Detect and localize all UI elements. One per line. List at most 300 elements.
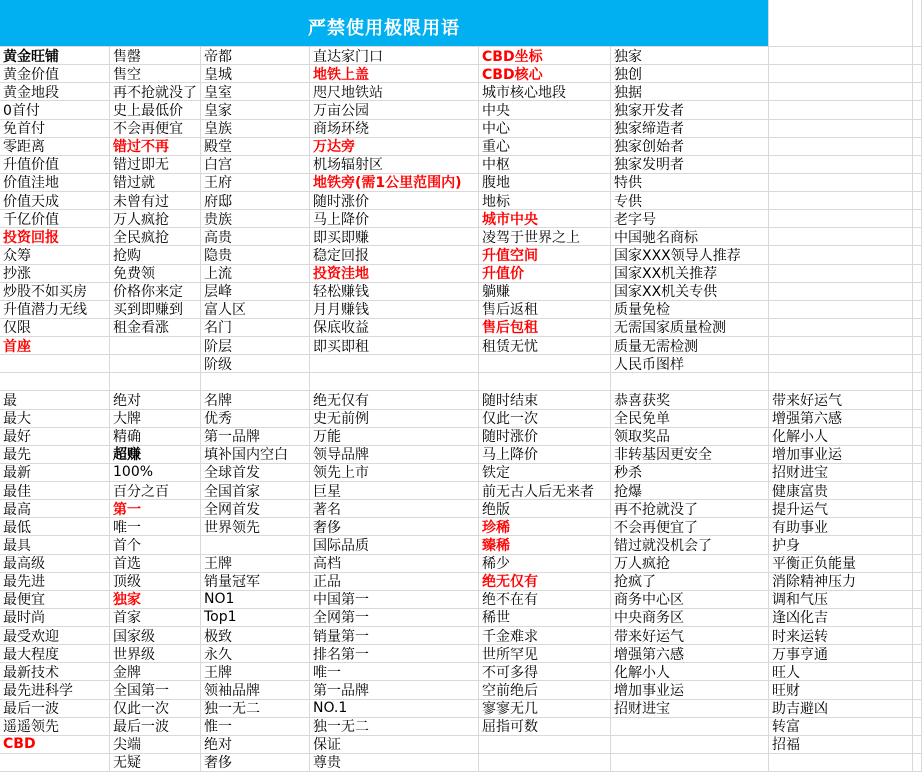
cell[interactable]: 空前绝后 — [479, 681, 611, 699]
cell[interactable]: 中央 — [479, 101, 611, 119]
cell[interactable]: 领导品牌 — [310, 446, 479, 464]
cell[interactable]: 王牌 — [201, 555, 310, 573]
cell[interactable]: 最高 — [0, 500, 110, 518]
cell[interactable] — [310, 373, 479, 391]
cell[interactable]: 金牌 — [110, 663, 201, 681]
cell[interactable] — [769, 754, 913, 772]
cell[interactable]: 寥寥无几 — [479, 700, 611, 718]
cell[interactable]: 奢侈 — [201, 754, 310, 772]
cell[interactable]: 重心 — [479, 138, 611, 156]
cell[interactable]: 质量免检 — [611, 301, 769, 319]
cell[interactable] — [913, 681, 922, 699]
cell[interactable]: 抢爆 — [611, 482, 769, 500]
cell[interactable]: 抢购 — [110, 246, 201, 264]
cell[interactable]: 府邸 — [201, 192, 310, 210]
cell[interactable]: 黄金旺铺 — [0, 47, 110, 65]
cell[interactable]: 时来运转 — [769, 627, 913, 645]
cell[interactable]: 国家XX机关专供 — [611, 283, 769, 301]
cell[interactable]: 马上降价 — [479, 446, 611, 464]
cell[interactable]: 即买即租 — [310, 337, 479, 355]
cell[interactable]: 隐贵 — [201, 246, 310, 264]
cell[interactable]: 惟一 — [201, 718, 310, 736]
cell[interactable]: 投资洼地 — [310, 265, 479, 283]
cell[interactable] — [913, 700, 922, 718]
cell[interactable]: 0首付 — [0, 101, 110, 119]
cell[interactable]: 带来好运气 — [611, 627, 769, 645]
cell[interactable]: 城市核心地段 — [479, 83, 611, 101]
cell[interactable] — [769, 210, 913, 228]
cell[interactable] — [769, 228, 913, 246]
cell[interactable]: 全网第一 — [310, 609, 479, 627]
cell[interactable]: 中国第一 — [310, 591, 479, 609]
cell[interactable]: 带来好运气 — [769, 391, 913, 409]
cell[interactable]: 高档 — [310, 555, 479, 573]
cell[interactable]: 最后一波 — [0, 700, 110, 718]
cell[interactable]: 第一品牌 — [310, 681, 479, 699]
cell[interactable] — [913, 500, 922, 518]
cell[interactable] — [769, 265, 913, 283]
cell[interactable]: 万亩公园 — [310, 101, 479, 119]
cell[interactable]: 商场环绕 — [310, 120, 479, 138]
cell[interactable]: 稳定回报 — [310, 246, 479, 264]
cell[interactable]: 全球首发 — [201, 464, 310, 482]
cell[interactable]: 最具 — [0, 536, 110, 554]
cell[interactable]: 独家 — [611, 47, 769, 65]
cell[interactable] — [769, 0, 913, 47]
cell[interactable]: 阶层 — [201, 337, 310, 355]
cell[interactable]: 错过就 — [110, 174, 201, 192]
cell[interactable]: 黄金地段 — [0, 83, 110, 101]
cell[interactable]: 最时尚 — [0, 609, 110, 627]
cell[interactable]: 最后一波 — [110, 718, 201, 736]
cell[interactable]: 增强第六感 — [611, 645, 769, 663]
cell[interactable]: 售罄 — [110, 47, 201, 65]
cell[interactable]: 100% — [110, 464, 201, 482]
cell[interactable]: CBD — [0, 736, 110, 754]
cell[interactable]: 史上最低价 — [110, 101, 201, 119]
cell[interactable]: 凌驾于世界之上 — [479, 228, 611, 246]
cell[interactable]: 皇城 — [201, 65, 310, 83]
cell[interactable]: 轻松赚钱 — [310, 283, 479, 301]
cell[interactable] — [479, 736, 611, 754]
cell[interactable] — [913, 391, 922, 409]
cell[interactable] — [110, 355, 201, 373]
cell[interactable] — [913, 482, 922, 500]
cell[interactable] — [913, 210, 922, 228]
cell[interactable]: 富人区 — [201, 301, 310, 319]
cell[interactable]: 售空 — [110, 65, 201, 83]
cell[interactable]: 全网首发 — [201, 500, 310, 518]
cell[interactable] — [913, 355, 922, 373]
cell[interactable]: 填补国内空白 — [201, 446, 310, 464]
cell[interactable]: 著名 — [310, 500, 479, 518]
cell[interactable]: 中央商务区 — [611, 609, 769, 627]
cell[interactable]: 高贵 — [201, 228, 310, 246]
cell[interactable]: 抄涨 — [0, 265, 110, 283]
cell[interactable]: NO.1 — [310, 700, 479, 718]
cell[interactable]: 独据 — [611, 83, 769, 101]
cell[interactable]: CBD坐标 — [479, 47, 611, 65]
cell[interactable]: 独家开发者 — [611, 101, 769, 119]
cell[interactable]: 升值价 — [479, 265, 611, 283]
cell[interactable]: 大牌 — [110, 410, 201, 428]
cell[interactable]: 不会再便宜 — [110, 120, 201, 138]
cell[interactable]: 唯一 — [310, 663, 479, 681]
cell[interactable] — [913, 591, 922, 609]
cell[interactable] — [769, 301, 913, 319]
cell[interactable]: 价格你来定 — [110, 283, 201, 301]
cell[interactable]: 绝对 — [201, 736, 310, 754]
cell[interactable] — [913, 246, 922, 264]
cell[interactable]: 升值价值 — [0, 156, 110, 174]
cell[interactable]: 最大 — [0, 410, 110, 428]
cell[interactable]: 健康富贵 — [769, 482, 913, 500]
cell[interactable]: 炒股不如买房 — [0, 283, 110, 301]
cell[interactable]: 国家XX机关推荐 — [611, 265, 769, 283]
cell[interactable]: CBD核心 — [479, 65, 611, 83]
cell[interactable]: 最高级 — [0, 555, 110, 573]
cell[interactable]: 铁定 — [479, 464, 611, 482]
cell[interactable]: 中枢 — [479, 156, 611, 174]
cell[interactable]: 助吉避凶 — [769, 700, 913, 718]
cell[interactable] — [913, 609, 922, 627]
cell[interactable]: 史无前例 — [310, 410, 479, 428]
cell[interactable]: 百分之百 — [110, 482, 201, 500]
cell[interactable] — [913, 718, 922, 736]
cell[interactable]: 遥遥领先 — [0, 718, 110, 736]
cell[interactable]: 精确 — [110, 428, 201, 446]
cell[interactable]: 专供 — [611, 192, 769, 210]
title-banner[interactable]: 严禁使用极限用语 — [0, 0, 769, 47]
cell[interactable] — [913, 518, 922, 536]
cell[interactable]: 稀世 — [479, 609, 611, 627]
cell[interactable]: 万达旁 — [310, 138, 479, 156]
cell[interactable]: 第一 — [110, 500, 201, 518]
cell[interactable]: 增强第六感 — [769, 410, 913, 428]
cell[interactable]: 地标 — [479, 192, 611, 210]
cell[interactable] — [0, 373, 110, 391]
cell[interactable]: 最新 — [0, 464, 110, 482]
cell[interactable]: 咫尺地铁站 — [310, 83, 479, 101]
cell[interactable] — [479, 355, 611, 373]
cell[interactable]: 国际品质 — [310, 536, 479, 554]
cell[interactable]: 提升运气 — [769, 500, 913, 518]
cell[interactable]: 老字号 — [611, 210, 769, 228]
cell[interactable] — [913, 645, 922, 663]
cell[interactable]: 名门 — [201, 319, 310, 337]
cell[interactable] — [310, 355, 479, 373]
cell[interactable]: 绝无仅有 — [479, 573, 611, 591]
cell[interactable]: 租金看涨 — [110, 319, 201, 337]
cell[interactable]: 机场辐射区 — [310, 156, 479, 174]
cell[interactable]: 皇家 — [201, 101, 310, 119]
cell[interactable] — [913, 428, 922, 446]
cell[interactable]: 仅此一次 — [110, 700, 201, 718]
cell[interactable]: 皇室 — [201, 83, 310, 101]
cell[interactable] — [769, 65, 913, 83]
cell[interactable]: 排名第一 — [310, 645, 479, 663]
cell[interactable]: 领先上市 — [310, 464, 479, 482]
cell[interactable] — [479, 373, 611, 391]
cell[interactable]: 绝无仅有 — [310, 391, 479, 409]
cell[interactable]: 无需国家质量检测 — [611, 319, 769, 337]
cell[interactable]: 最低 — [0, 518, 110, 536]
cell[interactable]: 错过不再 — [110, 138, 201, 156]
cell[interactable] — [769, 355, 913, 373]
cell[interactable]: 层峰 — [201, 283, 310, 301]
cell[interactable]: 无疑 — [110, 754, 201, 772]
cell[interactable] — [201, 536, 310, 554]
cell[interactable]: 腹地 — [479, 174, 611, 192]
cell[interactable]: 独家缔造者 — [611, 120, 769, 138]
cell[interactable] — [479, 754, 611, 772]
cell[interactable]: 免费领 — [110, 265, 201, 283]
cell[interactable] — [913, 138, 922, 156]
cell[interactable]: 前无古人后无来者 — [479, 482, 611, 500]
cell[interactable]: 最受欢迎 — [0, 627, 110, 645]
cell[interactable]: 仅此一次 — [479, 410, 611, 428]
cell[interactable] — [913, 283, 922, 301]
cell[interactable] — [913, 156, 922, 174]
cell[interactable]: 升值潜力无线 — [0, 301, 110, 319]
cell[interactable]: 世界领先 — [201, 518, 310, 536]
cell[interactable]: 投资回报 — [0, 228, 110, 246]
cell[interactable] — [913, 464, 922, 482]
cell[interactable]: 地铁上盖 — [310, 65, 479, 83]
cell[interactable]: 珍稀 — [479, 518, 611, 536]
cell[interactable]: 平衡正负能量 — [769, 555, 913, 573]
cell[interactable] — [0, 355, 110, 373]
cell[interactable]: 最便宜 — [0, 591, 110, 609]
cell[interactable]: 万人疯抢 — [110, 210, 201, 228]
cell[interactable]: 巨星 — [310, 482, 479, 500]
cell[interactable] — [611, 718, 769, 736]
cell[interactable]: 独一无二 — [201, 700, 310, 718]
cell[interactable]: 中心 — [479, 120, 611, 138]
cell[interactable] — [913, 627, 922, 645]
cell[interactable]: 最先进科学 — [0, 681, 110, 699]
cell[interactable] — [913, 663, 922, 681]
cell[interactable]: 招福 — [769, 736, 913, 754]
cell[interactable]: 白宫 — [201, 156, 310, 174]
cell[interactable] — [769, 192, 913, 210]
cell[interactable]: 不会再便宜了 — [611, 518, 769, 536]
cell[interactable] — [769, 83, 913, 101]
cell[interactable]: 帝都 — [201, 47, 310, 65]
cell[interactable]: 买到即赚到 — [110, 301, 201, 319]
cell[interactable]: 正品 — [310, 573, 479, 591]
cell[interactable] — [913, 174, 922, 192]
cell[interactable]: 护身 — [769, 536, 913, 554]
cell[interactable]: 质量无需检测 — [611, 337, 769, 355]
cell[interactable]: 全民免单 — [611, 410, 769, 428]
cell[interactable] — [913, 83, 922, 101]
cell[interactable] — [0, 754, 110, 772]
cell[interactable]: 租赁无忧 — [479, 337, 611, 355]
cell[interactable]: 世界级 — [110, 645, 201, 663]
cell[interactable]: 独家创始者 — [611, 138, 769, 156]
cell[interactable] — [913, 265, 922, 283]
cell[interactable]: 招财进宝 — [769, 464, 913, 482]
cell[interactable] — [913, 301, 922, 319]
cell[interactable]: 化解小人 — [611, 663, 769, 681]
cell[interactable] — [913, 120, 922, 138]
cell[interactable] — [913, 410, 922, 428]
cell[interactable] — [611, 736, 769, 754]
cell[interactable]: 贵族 — [201, 210, 310, 228]
cell[interactable] — [611, 754, 769, 772]
cell[interactable]: 首家 — [110, 609, 201, 627]
cell[interactable] — [913, 536, 922, 554]
cell[interactable]: 尖端 — [110, 736, 201, 754]
cell[interactable]: 商务中心区 — [611, 591, 769, 609]
cell[interactable]: 转富 — [769, 718, 913, 736]
cell[interactable] — [769, 174, 913, 192]
cell[interactable] — [769, 246, 913, 264]
cell[interactable]: 旺财 — [769, 681, 913, 699]
cell[interactable]: 随时结束 — [479, 391, 611, 409]
cell[interactable]: 销量第一 — [310, 627, 479, 645]
cell[interactable]: 稀少 — [479, 555, 611, 573]
cell[interactable]: 独家 — [110, 591, 201, 609]
cell[interactable] — [769, 373, 913, 391]
cell[interactable] — [769, 47, 913, 65]
cell[interactable]: 最先进 — [0, 573, 110, 591]
cell[interactable]: 全国第一 — [110, 681, 201, 699]
cell[interactable]: NO1 — [201, 591, 310, 609]
cell[interactable]: 抢疯了 — [611, 573, 769, 591]
cell[interactable]: 即买即赚 — [310, 228, 479, 246]
cell[interactable] — [769, 120, 913, 138]
cell[interactable] — [913, 446, 922, 464]
cell[interactable] — [913, 736, 922, 754]
cell[interactable] — [913, 555, 922, 573]
cell[interactable]: 第一品牌 — [201, 428, 310, 446]
cell[interactable]: 保底收益 — [310, 319, 479, 337]
cell[interactable]: 非转基因更安全 — [611, 446, 769, 464]
cell[interactable] — [913, 47, 922, 65]
cell[interactable]: 全国首家 — [201, 482, 310, 500]
cell[interactable]: 旺人 — [769, 663, 913, 681]
cell[interactable]: 超赚 — [110, 446, 201, 464]
cell[interactable]: 绝不在有 — [479, 591, 611, 609]
cell[interactable]: 城市中央 — [479, 210, 611, 228]
cell[interactable] — [110, 337, 201, 355]
cell[interactable]: 错过即无 — [110, 156, 201, 174]
cell[interactable]: 月月赚钱 — [310, 301, 479, 319]
cell[interactable]: 增加事业运 — [769, 446, 913, 464]
cell[interactable]: 殿堂 — [201, 138, 310, 156]
cell[interactable]: 免首付 — [0, 120, 110, 138]
cell[interactable]: 再不抢就没了 — [611, 500, 769, 518]
cell[interactable]: 国家XXX领导人推荐 — [611, 246, 769, 264]
cell[interactable]: 售后包租 — [479, 319, 611, 337]
cell[interactable]: 阶级 — [201, 355, 310, 373]
cell[interactable] — [913, 65, 922, 83]
cell[interactable]: 独创 — [611, 65, 769, 83]
cell[interactable] — [769, 283, 913, 301]
cell[interactable]: 地铁旁(需1公里范围内) — [310, 174, 479, 192]
cell[interactable] — [913, 0, 922, 47]
cell[interactable] — [913, 754, 922, 772]
cell[interactable]: 人民币图样 — [611, 355, 769, 373]
cell[interactable]: 王牌 — [201, 663, 310, 681]
cell[interactable]: 优秀 — [201, 410, 310, 428]
cell[interactable]: 独家发明者 — [611, 156, 769, 174]
cell[interactable]: 直达家门口 — [310, 47, 479, 65]
cell[interactable]: 世所罕见 — [479, 645, 611, 663]
cell[interactable]: 化解小人 — [769, 428, 913, 446]
cell[interactable]: 奢侈 — [310, 518, 479, 536]
cell[interactable] — [913, 319, 922, 337]
cell[interactable]: 屈指可数 — [479, 718, 611, 736]
cell[interactable]: 万事亨通 — [769, 645, 913, 663]
cell[interactable]: 上流 — [201, 265, 310, 283]
cell[interactable]: 恭喜获奖 — [611, 391, 769, 409]
cell[interactable] — [201, 373, 310, 391]
cell[interactable]: 领袖品牌 — [201, 681, 310, 699]
cell[interactable]: 增加事业运 — [611, 681, 769, 699]
cell[interactable]: 逢凶化吉 — [769, 609, 913, 627]
cell[interactable]: 中国驰名商标 — [611, 228, 769, 246]
cell[interactable]: 随时涨价 — [310, 192, 479, 210]
cell[interactable] — [110, 373, 201, 391]
cell[interactable] — [769, 156, 913, 174]
cell[interactable]: 万人疯抢 — [611, 555, 769, 573]
cell[interactable]: 千亿价值 — [0, 210, 110, 228]
cell[interactable]: 升值空间 — [479, 246, 611, 264]
cell[interactable]: 仅限 — [0, 319, 110, 337]
cell[interactable]: 黄金价值 — [0, 65, 110, 83]
cell[interactable]: 最新技术 — [0, 663, 110, 681]
cell[interactable] — [913, 228, 922, 246]
cell[interactable]: 绝对 — [110, 391, 201, 409]
cell[interactable]: 随时涨价 — [479, 428, 611, 446]
cell[interactable]: 躺赚 — [479, 283, 611, 301]
cell[interactable]: 最 — [0, 391, 110, 409]
cell[interactable]: 最好 — [0, 428, 110, 446]
cell[interactable]: 唯一 — [110, 518, 201, 536]
cell[interactable] — [913, 573, 922, 591]
cell[interactable]: 有助事业 — [769, 518, 913, 536]
cell[interactable]: 臻稀 — [479, 536, 611, 554]
cell[interactable]: 最先 — [0, 446, 110, 464]
cell[interactable]: 独一无二 — [310, 718, 479, 736]
cell[interactable]: 秒杀 — [611, 464, 769, 482]
cell[interactable]: 国家级 — [110, 627, 201, 645]
cell[interactable]: 王府 — [201, 174, 310, 192]
cell[interactable]: 顶级 — [110, 573, 201, 591]
cell[interactable]: 首座 — [0, 337, 110, 355]
cell[interactable]: 千金难求 — [479, 627, 611, 645]
cell[interactable] — [913, 373, 922, 391]
cell[interactable] — [769, 138, 913, 156]
cell[interactable]: 再不抢就没了 — [110, 83, 201, 101]
cell[interactable]: 消除精神压力 — [769, 573, 913, 591]
cell[interactable]: 绝版 — [479, 500, 611, 518]
cell[interactable]: 零距离 — [0, 138, 110, 156]
cell[interactable]: Top1 — [201, 609, 310, 627]
cell[interactable]: 万能 — [310, 428, 479, 446]
cell[interactable] — [611, 373, 769, 391]
cell[interactable] — [913, 192, 922, 210]
cell[interactable]: 售后返租 — [479, 301, 611, 319]
cell[interactable]: 首选 — [110, 555, 201, 573]
cell[interactable]: 招财进宝 — [611, 700, 769, 718]
cell[interactable] — [913, 101, 922, 119]
cell[interactable]: 尊贵 — [310, 754, 479, 772]
cell[interactable]: 皇族 — [201, 120, 310, 138]
